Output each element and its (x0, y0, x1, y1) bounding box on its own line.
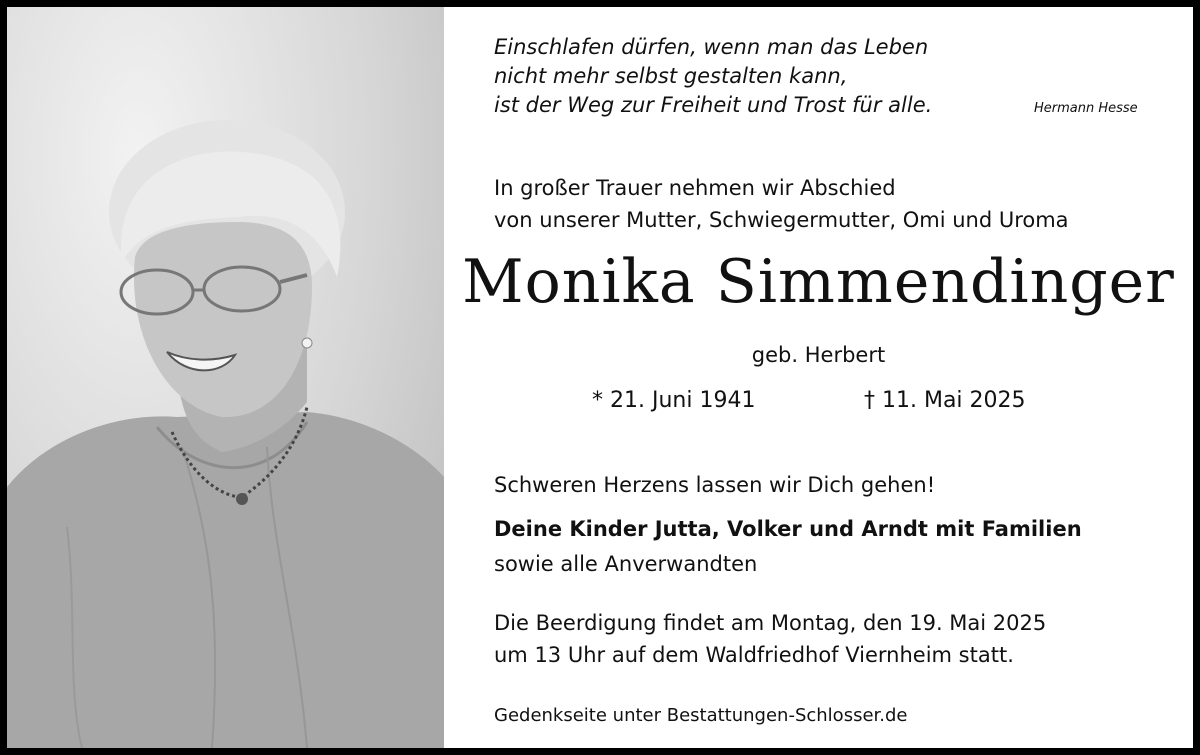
quote (494, 33, 932, 120)
relatives-text: sowie alle Anverwandten (494, 552, 758, 576)
farewell-text: Schweren Herzens lassen wir Dich gehen! (494, 473, 936, 497)
quote-line: nicht mehr selbst gestalten kann, (494, 64, 848, 88)
funeral-line: Die Beerdigung findet am Montag, den 19. Mai 2025 (494, 611, 1047, 635)
deceased-name: Monika Simmendinger (462, 247, 1175, 317)
text-column (444, 7, 1193, 748)
portrait-photo (7, 7, 444, 748)
birth-name: geb. Herbert (751, 343, 886, 367)
intro-line: In großer Trauer nehmen wir Abschied (494, 176, 896, 200)
birth-date: * 21. Juni 1941 (592, 388, 756, 413)
intro-text (494, 172, 1069, 236)
memorial-link: Gedenkseite unter Bestattungen-Schlosser.de (494, 705, 908, 726)
funeral-line: um 13 Uhr auf dem Waldfriedhof Viernheim statt. (494, 643, 1014, 667)
funeral-info (494, 607, 1046, 671)
quote-line: ist der Weg zur Freiheit und Trost für alle. (494, 93, 933, 117)
quote-author: Hermann Hesse (1034, 101, 1138, 116)
intro-line: von unserer Mutter, Schwiegermutter, Omi und Uroma (494, 208, 1069, 232)
quote-line: Einschlafen dürfen, wenn man das Leben (494, 35, 929, 59)
family-names: Deine Kinder Jutta, Volker und Arndt mit Familien (494, 517, 1082, 541)
death-date: † 11. Mai 2025 (864, 388, 1026, 413)
